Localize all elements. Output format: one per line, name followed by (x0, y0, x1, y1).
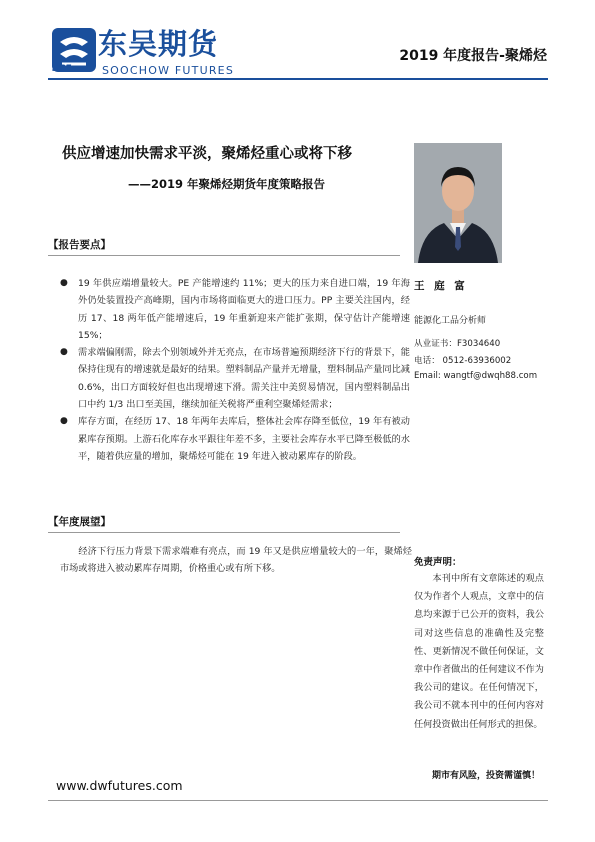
disclaimer-body: 本刊中所有文章陈述的观点仅为作者个人观点，文章中的信息均来源于已公开的资料，我公司对这些信息的准确性及完整性、更新情况不做任何保证，文章中作者做出的任何建议不作为我公司的建议。在任何情况下，我公司不就本刊中的任何内容对任何投资做出任何形式的担保。 (414, 573, 544, 730)
key-points-list (60, 275, 410, 465)
logo-chinese-name: 东吴期货 (98, 27, 219, 61)
risk-warning: 期市有风险，投资需谨慎！ (432, 771, 541, 781)
outlook-text: 经济下行压力背景下需求端难有亮点，而 19 年又是供应增量较大的一年，聚烯烃市场或将进入被动累库存周期，价格重心或有所下移。 (60, 546, 412, 574)
analyst-email: Email: wangtf@dwqh88.com (414, 371, 538, 381)
report-title: 供应增速加快需求平淡，聚烯烃重心或将下移 (62, 146, 352, 162)
key-points-heading: 【报告要点】 (48, 237, 400, 256)
bullet-icon: ● (60, 347, 68, 358)
key-point-item (60, 344, 410, 413)
footer-website-link[interactable]: www.dwfutures.com (56, 778, 183, 793)
header-divider (48, 78, 548, 80)
footer-divider (48, 800, 548, 801)
key-point-text: 需求端偏刚需，除去个别领域外并无亮点，在市场普遍预期经济下行的背景下，能保持住现有的增速就是最好的结果。塑料制品产量并无增量，塑料制品产量同比减 0.6%，出口方面较好但也出现增速下滑。需关注中美贸易情况，国内塑料制品出口中约 1/3 出口至美国，继续加征关税将严重利空聚烯烃需求； (78, 347, 410, 411)
report-type-label: 2019 年度报告-聚烯烃 (399, 48, 547, 64)
disclaimer-title: 免责声明： (414, 557, 462, 568)
analyst-phone: 电话： 0512-63936002 (414, 356, 512, 366)
logo-abbreviation: SCF (52, 64, 72, 74)
analyst-name: 王 庭 富 (414, 280, 468, 292)
logo-english-name: SOOCHOW FUTURES (102, 64, 235, 77)
bullet-icon: ● (60, 278, 68, 288)
key-point-text: 库存方面，在经历 17、18 年两年去库后，整体社会库存降至低位，19 年有被动累库存预期。上游石化库存水平跟往年差不多，主要社会库存水平已降至极低的水平，随着供应量的增加，聚烯烃可能在 19 年进入被动累库存的阶段。 (78, 416, 410, 462)
key-point-item (60, 275, 410, 344)
key-point-item (60, 413, 410, 465)
bullet-icon: ● (60, 416, 68, 427)
key-point-text: 19 年供应端增量较大。PE 产能增速约 11%；更大的压力来自进口端，19 年海外仍处装置投产高峰期，国内市场将面临更大的进口压力。PP 主要关注国内，经历 17、18 两年低产能增速后，19 年重新迎来产能扩张期，保守估计产能增速 15%； (78, 278, 410, 341)
outlook-heading: 【年度展望】 (48, 514, 400, 533)
analyst-photo (414, 143, 502, 263)
analyst-role: 能源化工品分析师 (414, 316, 487, 326)
analyst-portrait-icon (414, 143, 502, 263)
analyst-license: 从业证书：F3034640 (414, 339, 501, 349)
report-subtitle: ——2019 年聚烯烃期货年度策略报告 (128, 177, 326, 191)
